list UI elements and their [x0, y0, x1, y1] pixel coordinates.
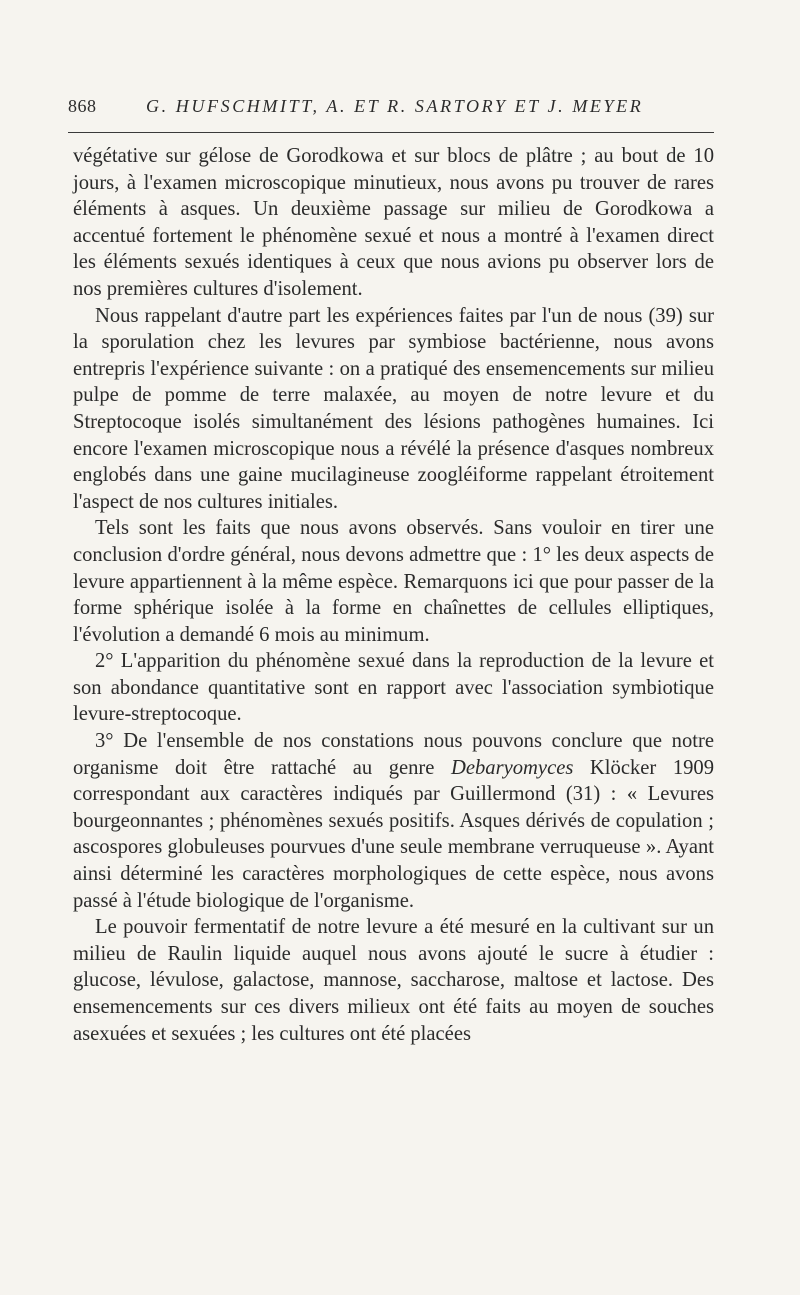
paragraph-conclusion-3 — [73, 728, 714, 914]
page-number: 868 — [68, 96, 97, 116]
paragraph-conclusion-2: 2° L'apparition du phénomène sexué dans la reproduction de la levure et son abondance quantitative sont en rapport avec l'association symbiotique levure-streptocoque. — [73, 650, 714, 726]
body-text — [73, 143, 714, 1047]
paragraph-conclusion-3-tail: Klöcker 1909 correspondant aux caractères indiqués par Guillermond (31) : « Levures bourgeonnantes ; phénomènes sexués positifs. Asques dérivés de copulation ; ascospores globuleuses pourvues d'une seule membrane verruqueuse ». Ayant ainsi déterminé les caractères morphologiques de cette espèce, nous avons passé à l'étude biologique de l'organisme. — [73, 756, 715, 912]
running-header — [68, 96, 714, 120]
paragraph-fermentation: Le pouvoir fermentatif de notre levure a été mesuré en la cultivant sur un milieu de Raulin liquide auquel nous avons ajouté le sucre à étudier : glucose, lévulose, galactose, mannose, saccharose, maltose et lactose. Des ensemencements sur ces divers milieux ont été faits au moyen de souches asexuées et sexuées ; les cultures ont été placées — [73, 916, 714, 1045]
running-title: G. HUFSCHMITT, A. ET R. SARTORY ET J. MEYER — [146, 96, 644, 116]
paragraph-conclusion-3-lead: 3° De l'ensemble de nos constations nous pouvons conclure que notre organisme doit être rattaché au genre — [73, 730, 714, 779]
genus-name: Debaryomyces — [451, 756, 574, 779]
paragraph-symbiosis-experiment: Nous rappelant d'autre part les expériences faites par l'un de nous (39) sur la sporulation chez les levures par symbiose bactérienne, nous avons entrepris l'expérience suivante : on a pratiqué des ensemencements sur milieu pulpe de pomme de terre malaxée, au moyen de notre levure et du Streptocoque isolés simultanément des lésions pathogènes humaines. Ici encore l'examen microscopique nous a révélé la présence d'asques nombreux englobés dans une gaine mucilagineuse zoogléiforme rappelant étroitement l'aspect de nos cultures initiales. — [73, 304, 714, 513]
paragraph-continuation: végétative sur gélose de Gorodkowa et sur blocs de plâtre ; au bout de 10 jours, à l'examen microscopique minutieux, nous avons pu trouver de rares éléments à asques. Un deuxième passage sur milieu de Gorodkowa a accentué fortement le phénomène sexué et nous a montré à l'examen direct les éléments sexués identiques à ceux que nous avions pu observer lors de nos premières cultures d'isolement. — [73, 145, 714, 300]
paragraph-conclusion-1: Tels sont les faits que nous avons observés. Sans vouloir en tirer une conclusion d'ordre général, nous devons admettre que : 1° les deux aspects de levure appartiennent à la même espèce. Remarquons ici que pour passer de la forme sphérique isolée à la forme en chaînettes de cellules elliptiques, l'évolution a demandé 6 mois au minimum. — [73, 517, 714, 646]
header-rule — [68, 132, 714, 133]
